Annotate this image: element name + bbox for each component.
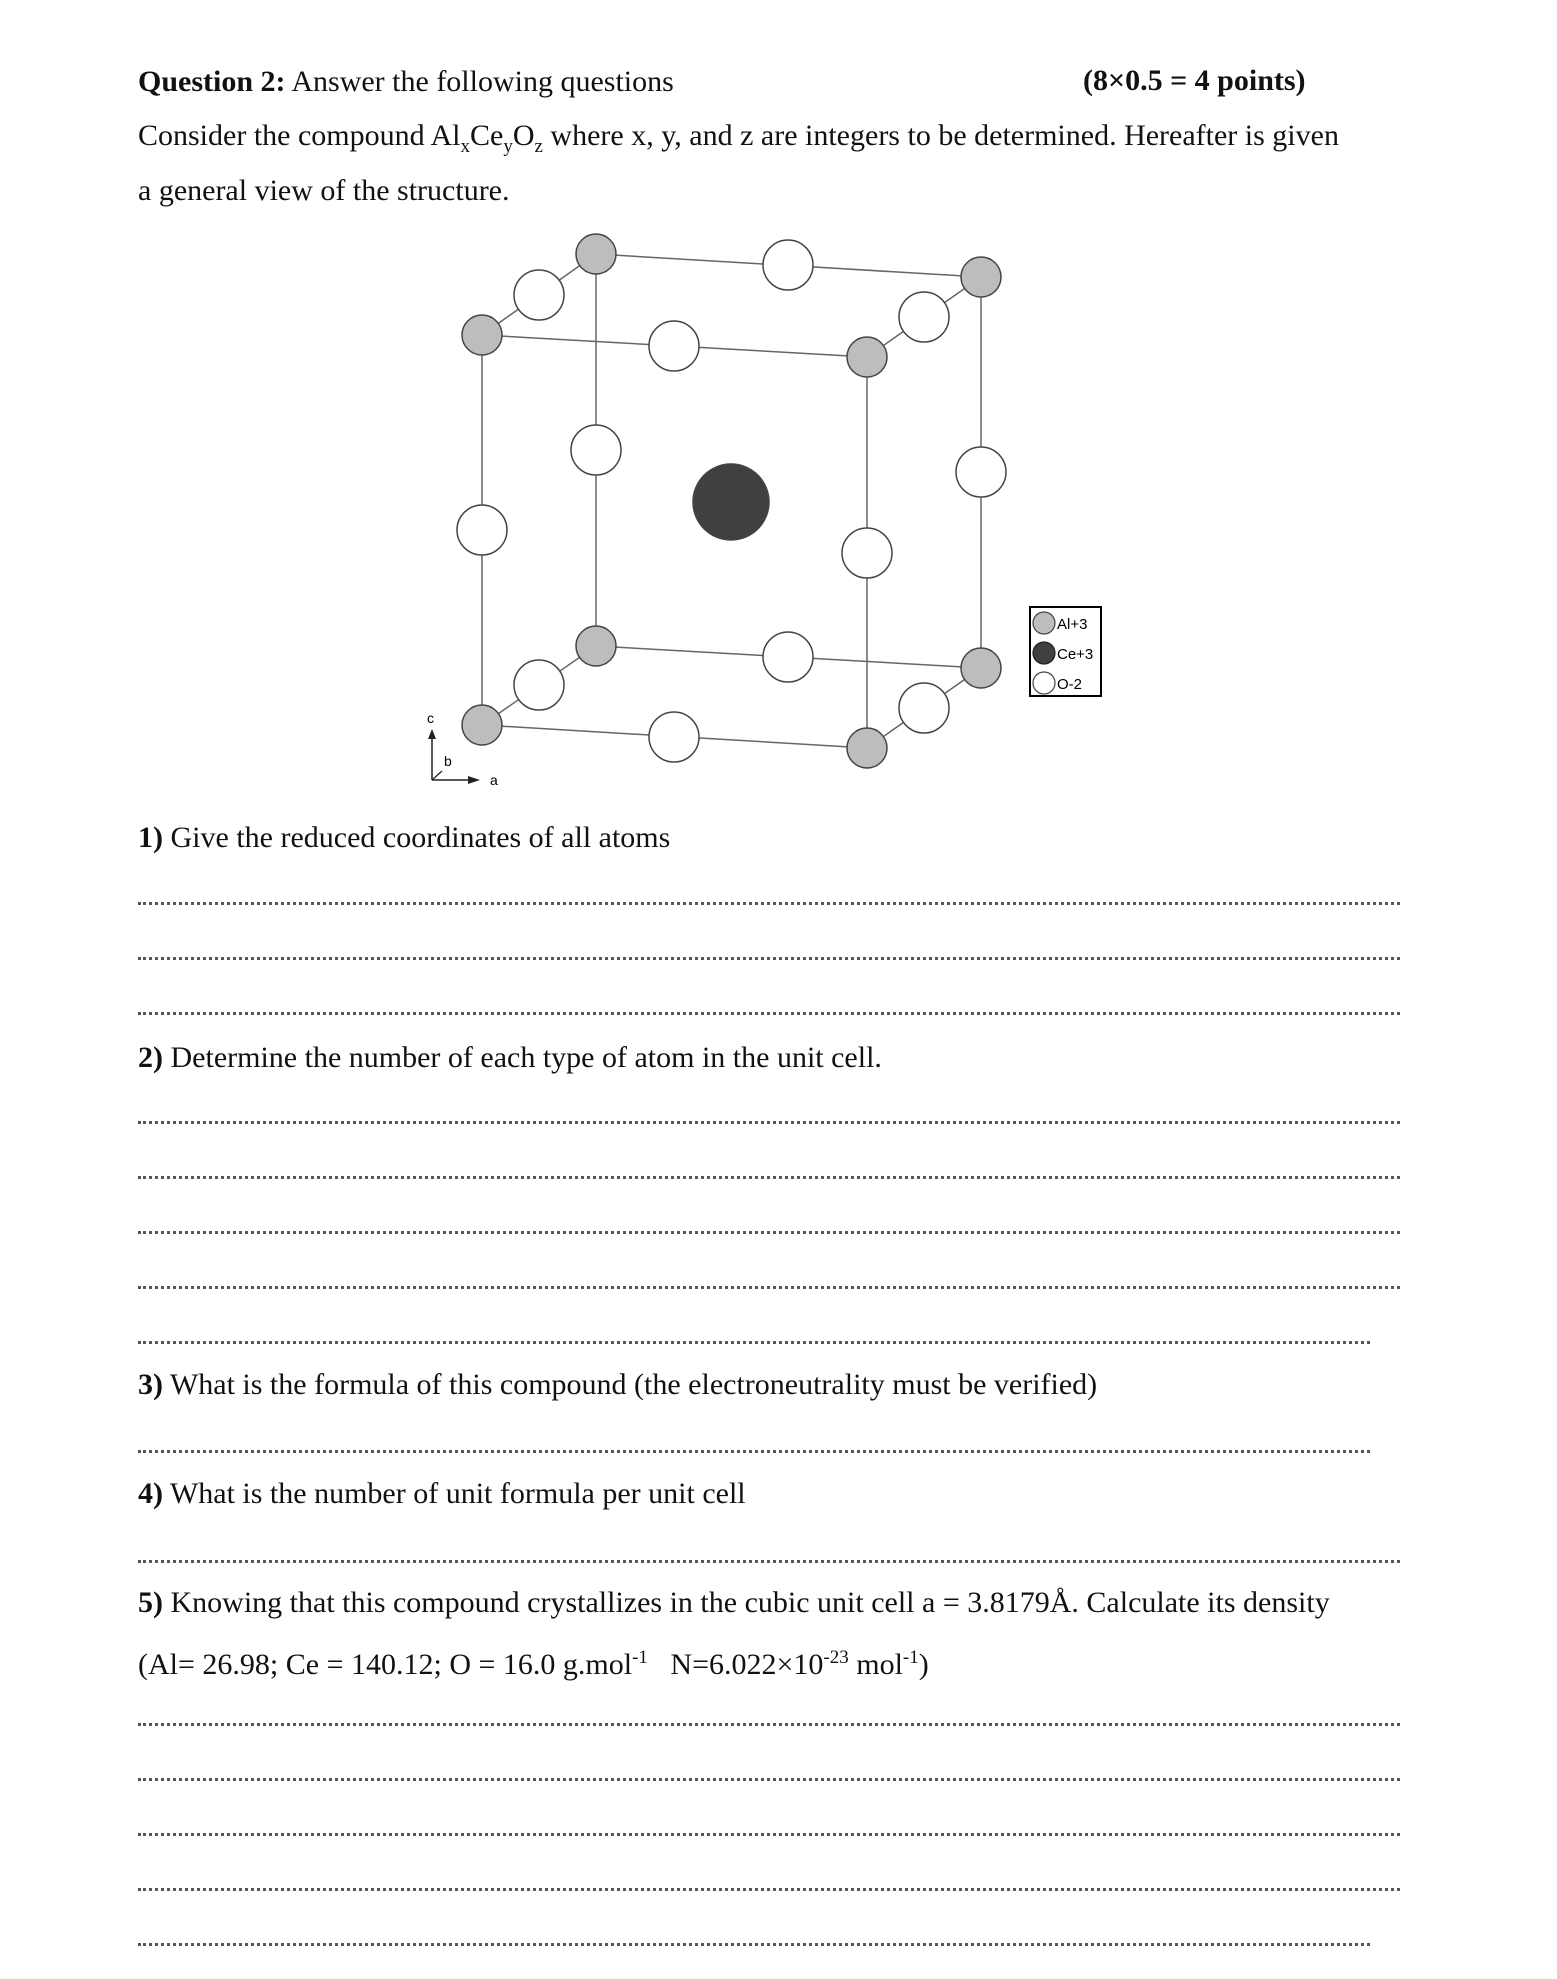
constants-text-3: mol [848, 1648, 903, 1681]
superscript: -1 [632, 1647, 648, 1668]
superscript: -23 [823, 1647, 849, 1668]
question-heading [138, 64, 674, 100]
axis-a-arrow [468, 776, 480, 784]
answer-line[interactable] [138, 1723, 1400, 1726]
crystal-structure-figure [420, 225, 1120, 805]
question-2-text: Determine the number of each type of atom in the unit cell. [163, 1041, 882, 1074]
oxygen-atom [649, 712, 699, 762]
answer-line[interactable] [138, 1778, 1400, 1781]
question-5 [138, 1585, 1330, 1621]
answer-line[interactable] [138, 1943, 1370, 1946]
superscript: -1 [902, 1647, 919, 1668]
aluminium-atom [462, 705, 502, 745]
constants-text-4: ) [918, 1648, 929, 1681]
legend-al-label: Al+3 [1057, 616, 1088, 633]
aluminium-atom [462, 315, 502, 355]
subscript-y: y [503, 136, 513, 157]
question-4-number: 4) [138, 1477, 163, 1510]
legend-o-label: O-2 [1057, 676, 1083, 693]
aluminium-atom [847, 337, 887, 377]
axis-b-line [432, 771, 442, 780]
axis-c-arrow [428, 729, 436, 739]
constants-text-1: (Al= 26.98; Ce = 140.12; O = 16.0 g.mol [138, 1648, 633, 1681]
question-label: Question 2: [138, 65, 286, 98]
oxygen-atom [763, 240, 813, 290]
intro-text-1: Consider the compound Al [138, 119, 461, 152]
oxygen-atom [763, 632, 813, 682]
question-5-number: 5) [138, 1586, 163, 1619]
intro-text-2: Ce [469, 119, 504, 152]
question-1-number: 1) [138, 821, 163, 854]
answer-line[interactable] [138, 1176, 1400, 1179]
answer-line[interactable] [138, 1833, 1400, 1836]
aluminium-atom [576, 234, 616, 274]
oxygen-atom [457, 505, 507, 555]
answer-line[interactable] [138, 1286, 1400, 1289]
intro-text-3: O [512, 119, 535, 152]
legend-o-swatch [1033, 672, 1055, 694]
question-2-number: 2) [138, 1041, 163, 1074]
constants-text-2: N=6.022×10 [647, 1648, 824, 1681]
oxygen-atom [842, 528, 892, 578]
aluminium-atom [576, 626, 616, 666]
answer-line[interactable] [138, 1341, 1370, 1344]
subscript-x: x [460, 136, 470, 157]
oxygen-atom [571, 425, 621, 475]
question-3 [138, 1367, 1097, 1403]
aluminium-atom [847, 728, 887, 768]
intro-text-4: where x, y, and z are integers to be determined. Hereafter is given [542, 119, 1339, 152]
points-label: (8×0.5 = 4 points) [1083, 64, 1306, 97]
answer-line[interactable] [138, 1888, 1400, 1891]
axis-b-label: b [444, 753, 452, 769]
intro-line-1 [138, 118, 1339, 165]
axis-a-label: a [490, 772, 498, 788]
question-5-text: Knowing that this compound crystallizes in the cubic unit cell a = 3.8179Å. Calculate its density [163, 1586, 1330, 1619]
answer-line[interactable] [138, 1560, 1400, 1563]
question-1 [138, 820, 670, 856]
question-2 [138, 1040, 882, 1076]
answer-line[interactable] [138, 1012, 1400, 1015]
answer-line[interactable] [138, 1231, 1400, 1234]
answer-line[interactable] [138, 902, 1400, 905]
oxygen-atom [956, 447, 1006, 497]
oxygen-atom [649, 321, 699, 371]
question-5-constants [138, 1640, 929, 1683]
legend-ce-label: Ce+3 [1057, 646, 1094, 663]
atoms [457, 234, 1006, 768]
aluminium-atom [961, 648, 1001, 688]
oxygen-atom [899, 292, 949, 342]
oxygen-atom [514, 270, 564, 320]
subscript-z: z [534, 136, 543, 157]
question-4-text: What is the number of unit formula per unit cell [163, 1477, 746, 1510]
answer-line[interactable] [138, 1450, 1370, 1453]
intro-line-2: a general view of the structure. [138, 174, 510, 207]
question-4 [138, 1476, 746, 1512]
question-1-text: Give the reduced coordinates of all atoms [163, 821, 671, 854]
answer-line[interactable] [138, 1121, 1400, 1124]
question-3-text: What is the formula of this compound (the electroneutrality must be verified) [163, 1368, 1098, 1401]
question-instruction: Answer the following questions [285, 65, 674, 98]
aluminium-atom [961, 257, 1001, 297]
legend-ce-swatch [1033, 642, 1055, 664]
answer-line[interactable] [138, 957, 1400, 960]
legend [1030, 607, 1101, 696]
legend-al-swatch [1033, 612, 1055, 634]
oxygen-atom [514, 660, 564, 710]
axis-c-label: c [427, 710, 434, 726]
oxygen-atom [899, 683, 949, 733]
question-3-number: 3) [138, 1368, 163, 1401]
cerium-atom [693, 464, 769, 540]
